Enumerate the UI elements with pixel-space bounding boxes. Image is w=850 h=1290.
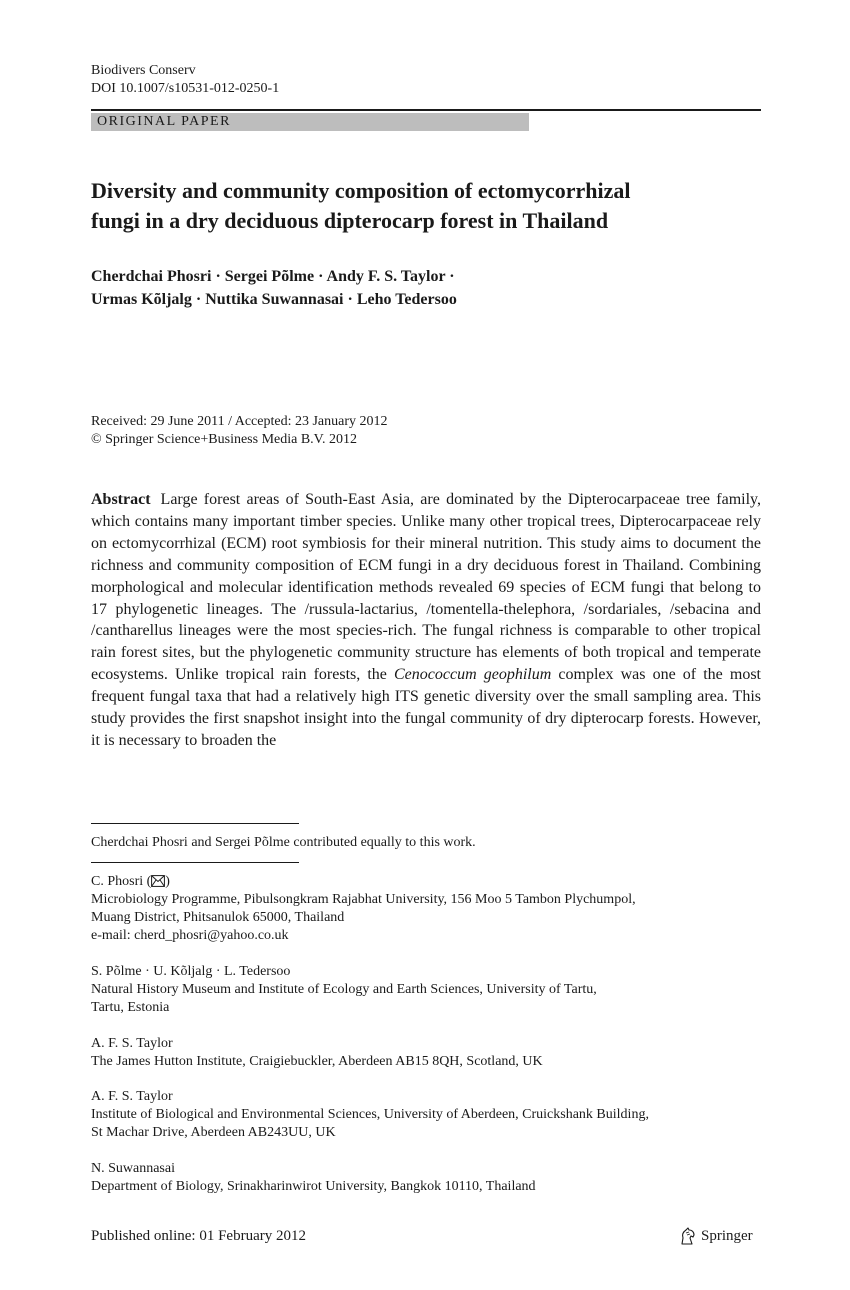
publisher-mark <box>678 1226 753 1246</box>
affiliation-name: N. Suwannasai <box>91 1161 175 1176</box>
affiliation-line: The James Hutton Institute, Craigiebuckler, Aberdeen AB15 8QH, Scotland, UK <box>91 1054 543 1069</box>
footnote-equal-contribution: Cherdchai Phosri and Sergei Põlme contributed equally to this work. <box>91 835 476 850</box>
journal-header <box>91 62 279 98</box>
received-accepted: Received: 29 June 2011 / Accepted: 23 January 2012 <box>91 414 388 429</box>
springer-horse-icon <box>678 1226 698 1246</box>
affiliation <box>91 1035 761 1071</box>
section-label: ORIGINAL PAPER <box>91 113 529 131</box>
footnote-rule <box>91 823 299 824</box>
copyright: © Springer Science+Business Media B.V. 2012 <box>91 432 357 447</box>
affiliation-name: A. F. S. Taylor <box>91 1036 173 1051</box>
doi: DOI 10.1007/s10531-012-0250-1 <box>91 81 280 96</box>
affiliation-name: A. F. S. Taylor <box>91 1089 173 1104</box>
affiliation-line: Microbiology Programme, Pibulsongkram Rajabhat University, 156 Moo 5 Tambon Plychumpol, <box>91 892 636 907</box>
abstract-species: Cenococcum geophilum <box>394 666 552 684</box>
article-dates <box>91 413 388 449</box>
affiliation-name: S. Põlme · U. Kõljalg · L. Tedersoo <box>91 964 291 979</box>
abstract-text: Large forest areas of South-East Asia, are dominated by the Dipterocarpaceae tree family, which contains many important timber species. Unlike many other tropical trees, Dipterocarpaceae rely on ectomycorrhizal (ECM) root symbiosis for their mineral nutrition. This study aims to document the richness and community composition of ECM fungi in a dry deciduous forest in Thailand. Combining morphological and molecular identification methods revealed 69 species of ECM fungi that belong to 17 phylogenetic lineages. The /russula-lactarius, /tomentella-thelephora, /sordariales, /sebacina and /cantharellus lineages were the most species-rich. The fungal richness is comparable to other tropical rain forest sites, but the phylogenetic community structure has elements of both tropical and temperate ecosystems. Unlike tropical rain forests, the <box>91 491 761 684</box>
paper-title <box>91 176 761 236</box>
affiliation-line: Natural History Museum and Institute of Ecology and Earth Sciences, University of Tartu, <box>91 982 597 997</box>
affiliation <box>91 963 761 1017</box>
affiliation-line: St Machar Drive, Aberdeen AB243UU, UK <box>91 1125 336 1140</box>
affiliation-line: Institute of Biological and Environmental Sciences, University of Aberdeen, Cruickshank Building, <box>91 1107 649 1122</box>
affiliation <box>91 1160 761 1196</box>
author-line: Urmas Kõljalg · Nuttika Suwannasai · Leho Tedersoo <box>91 291 457 308</box>
publisher-name: Springer <box>701 1228 753 1244</box>
journal-name: Biodivers Conserv <box>91 63 196 78</box>
affiliation-line: Tartu, Estonia <box>91 1000 170 1015</box>
abstract <box>91 489 761 752</box>
affiliation-name: C. Phosri ( ) <box>91 874 170 889</box>
title-line: Diversity and community composition of ectomycorrhizal <box>91 178 631 203</box>
published-online: Published online: 01 February 2012 <box>91 1228 306 1244</box>
abstract-text-cont: complex was one of the most frequent fungal taxa that had a relatively high ITS genetic diversity over the small sampling area. This study provides the first snapshot insight into the fungal community of dry dipterocarp forests. However, it is necessary to broaden the <box>91 666 761 749</box>
title-line: fungi in a dry deciduous dipterocarp forest in Thailand <box>91 208 609 233</box>
header-rule <box>91 109 761 111</box>
author-list <box>91 265 761 311</box>
abstract-label: Abstract <box>91 491 151 508</box>
envelope-icon <box>151 875 165 887</box>
footnote-rule <box>91 862 299 863</box>
author-line: Cherdchai Phosri · Sergei Põlme · Andy F. S. Taylor · <box>91 268 455 285</box>
affiliation <box>91 873 761 945</box>
affiliation-line: Muang District, Phitsanulok 65000, Thailand <box>91 910 345 925</box>
affiliation <box>91 1088 761 1142</box>
affiliation-email: e-mail: cherd_phosri@yahoo.co.uk <box>91 928 289 943</box>
affiliation-line: Department of Biology, Srinakharinwirot University, Bangkok 10110, Thailand <box>91 1179 536 1194</box>
